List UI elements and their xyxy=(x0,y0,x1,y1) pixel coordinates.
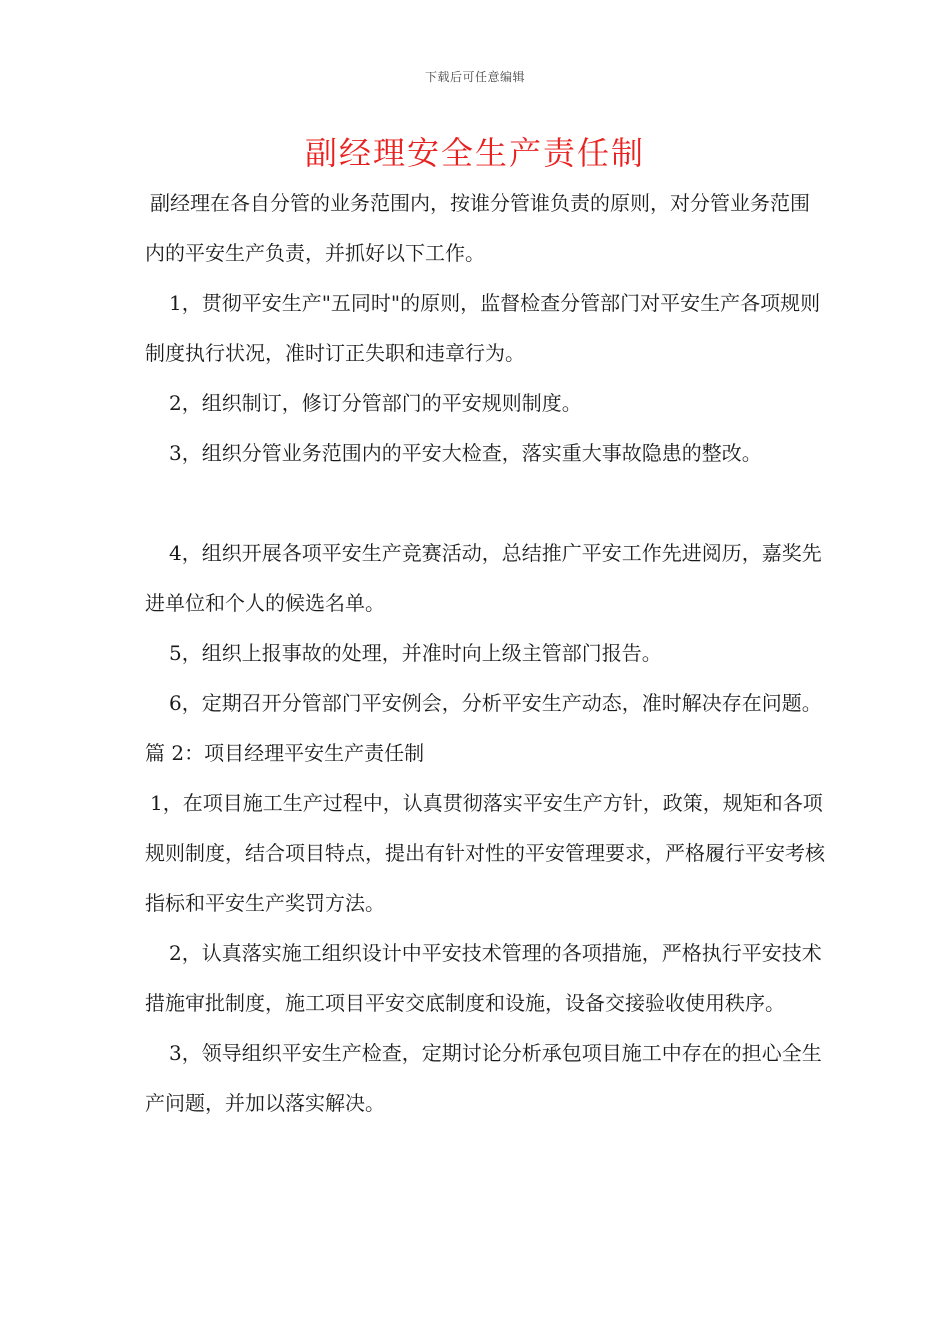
paragraph-item-2: 2，组织制订，修订分管部门的平安规则制度。 xyxy=(169,391,582,415)
paragraph-pm-item-1: 1，在项目施工生产过程中，认真贯彻落实平安生产方针，政策，规矩和各项规则制度，结合项目特点，提出有针对性的平安管理要求，严格履行平安考核指标和平安生产奖罚方法。 xyxy=(145,791,825,915)
document-title: 副经理安全生产责任制 xyxy=(304,134,645,172)
paragraph-item-3: 3，组织分管业务范围内的平安大检查，落实重大事故隐患的整改。 xyxy=(169,441,762,465)
paragraph-intro: 副经理在各自分管的业务范围内，按谁分管谁负责的原则，对分管业务范围内的平安生产负责，并抓好以下工作。 xyxy=(145,191,810,265)
paragraph-pm-item-3: 3，领导组织平安生产检查，定期讨论分析承包项目施工中存在的担心全生产问题，并加以落实解决。 xyxy=(145,1041,822,1115)
paragraph-item-4: 4，组织开展各项平安生产竞赛活动，总结推广平安工作先进阅历，嘉奖先进单位和个人的候选名单。 xyxy=(145,541,822,615)
paragraph-item-1: 1，贯彻平安生产"五同时"的原则，监督检查分管部门对平安生产各项规则制度执行状况，准时订正失职和违章行为。 xyxy=(145,291,821,365)
paragraph-item-5: 5，组织上报事故的处理，并准时向上级主管部门报告。 xyxy=(169,641,662,665)
paragraph-gap xyxy=(145,478,825,528)
paragraph-item-6: 6，定期召开分管部门平安例会，分析平安生产动态，准时解决存在问题。 xyxy=(169,691,822,715)
document-body xyxy=(145,178,825,1128)
header-note: 下载后可任意编辑 xyxy=(424,70,525,84)
section-heading: 篇 2：项目经理平安生产责任制 xyxy=(145,741,425,765)
paragraph-pm-item-2: 2，认真落实施工组织设计中平安技术管理的各项措施，严格执行平安技术措施审批制度，施工项目平安交底制度和设施，设备交接验收使用秩序。 xyxy=(145,941,822,1015)
